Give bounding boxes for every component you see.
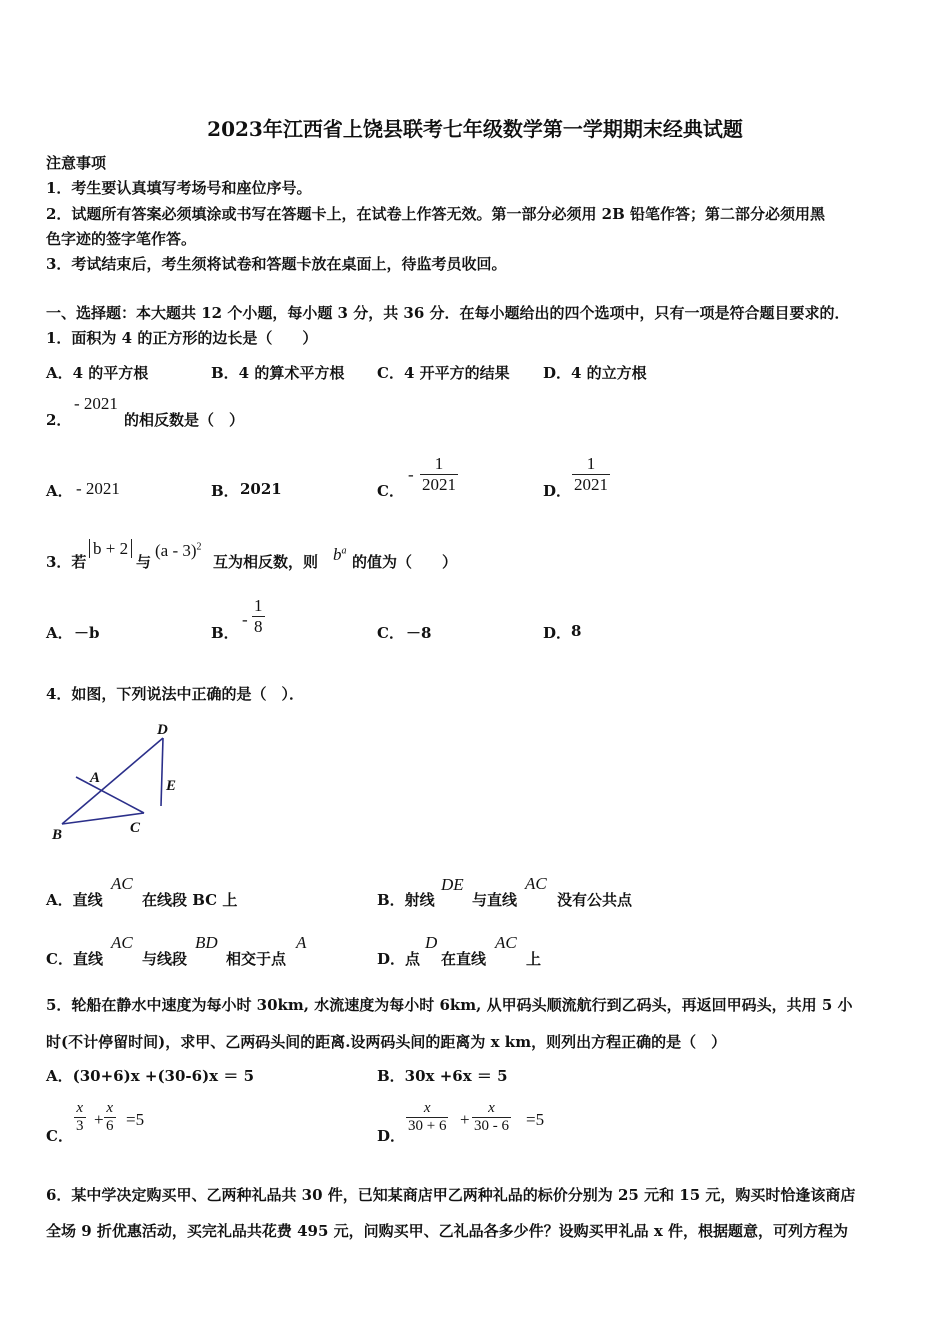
- q4-option-b-math1: DE: [441, 875, 464, 894]
- ray-de: [161, 738, 163, 806]
- q5-option-b: B．30x +6x ＝ 5: [377, 1067, 508, 1085]
- q3-option-a: －b: [74, 624, 100, 642]
- q5-option-a: A．(30+6)x +(30-6)x ＝ 5: [46, 1067, 255, 1085]
- q4-option-c-text2: 相交于点: [226, 950, 287, 968]
- q4-option-b-math2: AC: [525, 874, 547, 893]
- q3-mid2: 互为相反数，则: [213, 553, 319, 571]
- fraction-denominator: 6: [106, 1118, 114, 1135]
- q3-mid: 与: [136, 553, 152, 571]
- q2-number: 2．: [46, 411, 72, 429]
- q2-label-b: B．: [211, 482, 239, 500]
- fraction-numerator: x: [472, 1100, 511, 1118]
- fraction-numerator: 1: [420, 454, 458, 475]
- fraction-denominator: 30 + 6: [408, 1118, 447, 1135]
- fraction-denominator: 2021: [574, 474, 608, 494]
- q4-option-a-label: A．直线: [46, 891, 103, 909]
- q5-option-d-fraction2: [472, 1100, 511, 1136]
- q5-option-d-equals: =5: [526, 1110, 545, 1129]
- q2-label-d: D．: [543, 482, 572, 500]
- fraction-numerator: x: [74, 1100, 86, 1118]
- notice-item: 3．考试结束后，考生须将试卷和答题卡放在桌面上，待监考员收回。: [46, 255, 507, 273]
- q3-option-c: －8: [406, 624, 432, 642]
- q2-option-c-fraction: [420, 454, 458, 494]
- q4-option-d-label: D．点: [377, 950, 421, 968]
- q4-option-b-text1: 与直线: [472, 891, 518, 909]
- q4-option-c-math2: BD: [195, 933, 218, 952]
- q4-option-b-text2: 没有公共点: [557, 891, 633, 909]
- fraction-numerator: 1: [254, 596, 263, 615]
- fraction-denominator: 2021: [422, 474, 456, 494]
- label-e: E: [166, 778, 177, 794]
- square-exponent: 2: [196, 541, 202, 553]
- label-c: C: [130, 820, 141, 836]
- q5-label-c: C．: [46, 1127, 73, 1145]
- q4-option-c-math3: A: [296, 933, 307, 952]
- q2-label-a: A．: [46, 482, 73, 500]
- fraction-numerator: x: [406, 1100, 448, 1118]
- q3-power: [333, 545, 347, 565]
- q4-option-a-math1: AC: [111, 874, 133, 893]
- q4-option-d-text1: 在直线: [441, 950, 487, 968]
- q5-stem-line2: 时(不计停留时间)，求甲、乙两码头间的距离.设两码头间的距离为 x km，则列出方程正确的是（ ）: [46, 1033, 727, 1051]
- q4-option-c-math1: AC: [111, 933, 133, 952]
- label-b: B: [52, 827, 63, 843]
- power-exponent: a: [341, 545, 347, 557]
- page-title: 2023年江西省上饶县联考七年级数学第一学期期末经典试题: [207, 117, 743, 141]
- fraction-denominator: 8: [254, 616, 263, 636]
- q5-option-c-fraction2: [104, 1100, 116, 1136]
- q4-option-d-text2: 上: [526, 950, 542, 968]
- notice-item: 1．考生要认真填写考场号和座位序号。: [46, 179, 312, 197]
- abs-value: b + 2: [89, 539, 132, 558]
- fraction-denominator: 30 - 6: [474, 1118, 509, 1135]
- q5-option-c-plus: +: [94, 1110, 104, 1129]
- q2-option-d-fraction: [572, 454, 610, 494]
- fraction-numerator: x: [104, 1100, 116, 1118]
- q3-prefix: 3．若: [46, 553, 87, 571]
- q5-option-d-plus: +: [460, 1110, 470, 1129]
- q3-square-expression: [155, 541, 202, 561]
- q6-stem-line2: 全场 9 折优惠活动，买完礼品共花费 495 元，问购买甲、乙礼品各多少件？设购买甲礼品 x 件，根据题意，可列方程为: [46, 1222, 849, 1240]
- square-base: (a - 3): [155, 541, 197, 560]
- q4-option-d-math1: D: [425, 933, 438, 952]
- q4-stem: 4．如图，下列说法中正确的是（ ）．: [46, 685, 304, 703]
- q3-label-a: A．: [46, 624, 73, 642]
- q1-option-a: A．4 的平方根: [46, 364, 149, 382]
- q4-option-b-label: B．射线: [377, 891, 435, 909]
- q3-option-d: 8: [571, 622, 582, 640]
- q4-option-c-text1: 与线段: [142, 950, 188, 968]
- q6-stem-line1: 6．某中学决定购买甲、乙两种礼品共 30 件，已知某商店甲乙两种礼品的标价分别为 25 元和 15 元，购买时恰逢该商店: [46, 1186, 856, 1204]
- q2-label-c: C．: [377, 482, 404, 500]
- q1-stem: 1．面积为 4 的正方形的边长是（ ）: [46, 329, 318, 347]
- notice-heading: 注意事项: [46, 154, 107, 172]
- segment-bd: [62, 738, 163, 824]
- label-d: D: [157, 722, 168, 738]
- q2-expression: - 2021: [74, 394, 118, 413]
- q2-suffix: 的相反数是（ ）: [124, 411, 245, 429]
- q2-option-a: - 2021: [76, 479, 120, 498]
- q3-abs-expression: [89, 539, 132, 559]
- q2-option-b: 2021: [240, 480, 282, 498]
- section-heading: 一、选择题：本大题共 12 个小题，每小题 3 分，共 36 分．在每小题给出的四个选项中，只有一项是符合题目要求的．: [46, 304, 850, 322]
- q1-option-c: C．4 开平方的结果: [377, 364, 510, 382]
- q4-option-d-math2: AC: [495, 933, 517, 952]
- q4-option-a-text1: 在线段 BC 上: [142, 891, 238, 909]
- q5-stem-line1: 5．轮船在静水中速度为每小时 30km, 水流速度为每小时 6km, 从甲码头顺流航行到乙码头，再返回甲码头，共用 5 小: [46, 996, 853, 1014]
- q4-option-c-label: C．直线: [46, 950, 103, 968]
- fraction-numerator: 1: [572, 454, 610, 475]
- q3-suffix: 的值为（ ）: [352, 553, 458, 571]
- q3-label-b: B．: [211, 624, 239, 642]
- notice-item: 2．试题所有答案必须填涂或书写在答题卡上，在试卷上作答无效。第一部分必须用 2B 铅笔作答；第二部分必须用黑: [46, 205, 826, 223]
- q3-label-d: D．: [543, 624, 572, 642]
- q3-option-b-sign: -: [242, 610, 248, 629]
- q2-option-c-sign: -: [408, 465, 414, 484]
- notice-item: 色字迹的签字笔作答。: [46, 230, 197, 248]
- q4-figure: [46, 718, 196, 848]
- q5-option-c-equals: =5: [126, 1110, 145, 1129]
- q5-option-c-fraction1: [74, 1100, 86, 1136]
- geometry-figure: [46, 718, 196, 848]
- label-a: A: [90, 770, 101, 786]
- fraction-denominator: 3: [76, 1118, 84, 1135]
- q5-option-d-fraction1: [406, 1100, 448, 1136]
- power-base: b: [333, 545, 342, 564]
- q3-label-c: C．: [377, 624, 404, 642]
- q5-label-d: D．: [377, 1127, 406, 1145]
- q1-option-b: B．4 的算术平方根: [211, 364, 345, 382]
- q3-option-b-fraction: [252, 596, 265, 636]
- q1-option-d: D．4 的立方根: [543, 364, 647, 382]
